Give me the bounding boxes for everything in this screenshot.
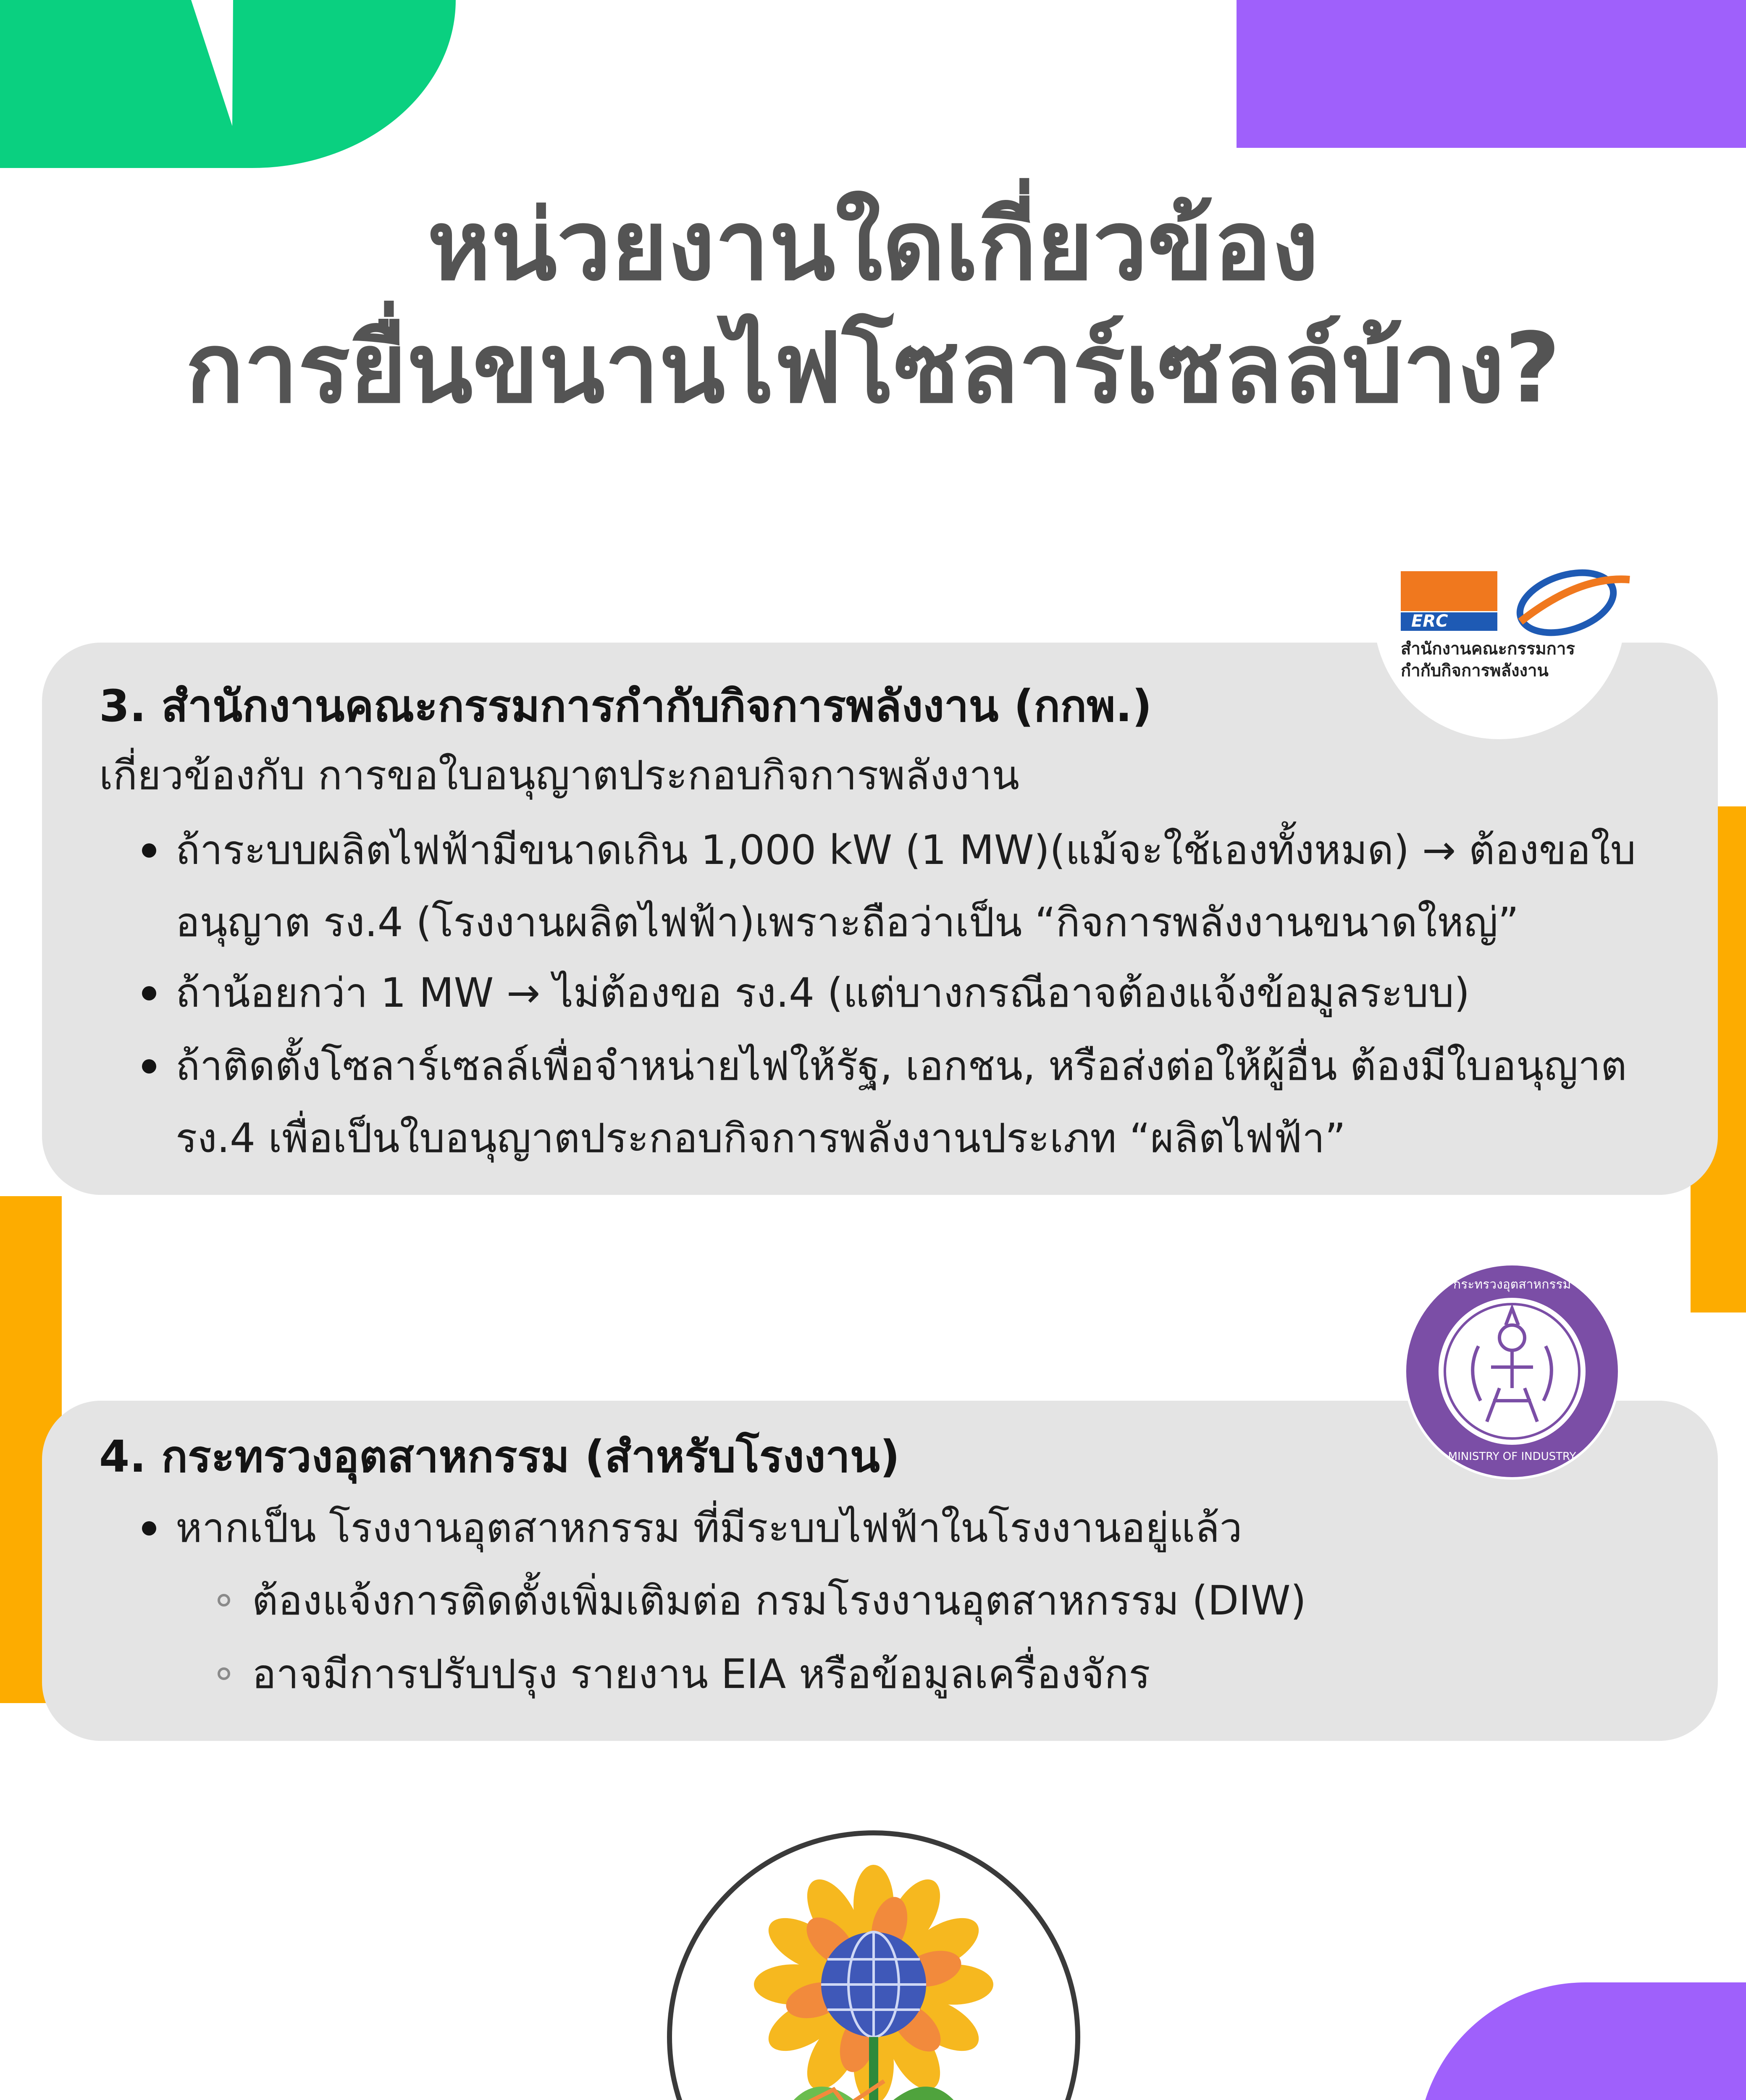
bullet-dot (142, 986, 156, 1000)
top-left-green-leaf-shape (0, 0, 462, 168)
sunflower-globe-icon (666, 1829, 1082, 2100)
section-3-heading: 3. สำนักงานคณะกรรมการกำกับกิจการพลังงาน (กกพ.) (99, 680, 1152, 732)
bullet-dot (142, 843, 156, 858)
title-line-1: หน่วยงานใดเกี่ยวข้อง (427, 190, 1319, 302)
ministry-of-industry-seal-icon (1403, 1262, 1621, 1480)
top-right-purple-block (1237, 0, 1746, 148)
erc-logo-caption-2: กำกับกิจการพลังงาน (1401, 661, 1549, 680)
title-line-2: การยื่นขนานไฟโซลาร์เซลล์บ้าง? (185, 312, 1561, 425)
erc-logo-mark: ERC (1411, 612, 1448, 631)
section-4-bullet: หากเป็น โรงงานอุตสาหกรรม ที่มีระบบไฟฟ้าในโรงงานอยู่แล้ว (176, 1504, 1242, 1551)
section-4-subbullet-2: อาจมีการปรับปรุง รายงาน EIA หรือข้อมูลเครื่องจักร (252, 1651, 1150, 1698)
bullet-dot (142, 1059, 156, 1074)
seal-top-text: กระทรวงอุตสาหกรรม (1453, 1277, 1571, 1292)
section-3-bullet-3-line-2: รง.4 เพื่อเป็นใบอนุญาตประกอบกิจการพลังงานประเภท “ผลิตไฟฟ้า” (176, 1115, 1346, 1162)
erc-logo-icon (1361, 517, 1638, 739)
sub-bullet-circle (218, 1594, 230, 1606)
bottom-right-purple-shape (1418, 1982, 1746, 2100)
sub-bullet-circle (218, 1667, 230, 1680)
section-4-subbullet-1: ต้องแจ้งการติดตั้งเพิ่มเติมต่อ กรมโรงงานอุตสาหกรรม (DIW) (252, 1577, 1306, 1624)
erc-logo-caption-1: สำนักงานคณะกรรมการ (1401, 639, 1575, 659)
page-title (0, 185, 1746, 430)
bullet-dot (142, 1521, 156, 1536)
section-3-bullet-1-line-2: อนุญาต รง.4 (โรงงานผลิตไฟฟ้า)เพราะถือว่าเป็น “กิจการพลังงานขนาดใหญ่” (176, 899, 1519, 946)
section-3-bullet-3-line-1: ถ้าติดตั้งโซลาร์เซลล์เพื่อจำหน่ายไฟให้รัฐ, เอกชน, หรือส่งต่อให้ผู้อื่น ต้องมีใบอนุญาต (176, 1042, 1627, 1089)
section-3-bullet-2-line-1: ถ้าน้อยกว่า 1 MW → ไม่ต้องขอ รง.4 (แต่บางกรณีอาจต้องแจ้งข้อมูลระบบ) (176, 969, 1470, 1016)
section-3-bullet-1-line-1: ถ้าระบบผลิตไฟฟ้ามีขนาดเกิน 1,000 kW (1 MW)(แม้จะใช้เองทั้งหมด) → ต้องขอใบ (176, 827, 1636, 874)
section-4-heading: 4. กระทรวงอุตสาหกรรม (สำหรับโรงงาน) (99, 1431, 900, 1482)
seal-bottom-text: MINISTRY OF INDUSTRY (1448, 1450, 1576, 1463)
section-3-intro: เกี่ยวข้องกับ การขอใบอนุญาตประกอบกิจการพลังงาน (99, 752, 1019, 799)
solar-leaf-energy-logo (666, 1829, 1082, 2100)
